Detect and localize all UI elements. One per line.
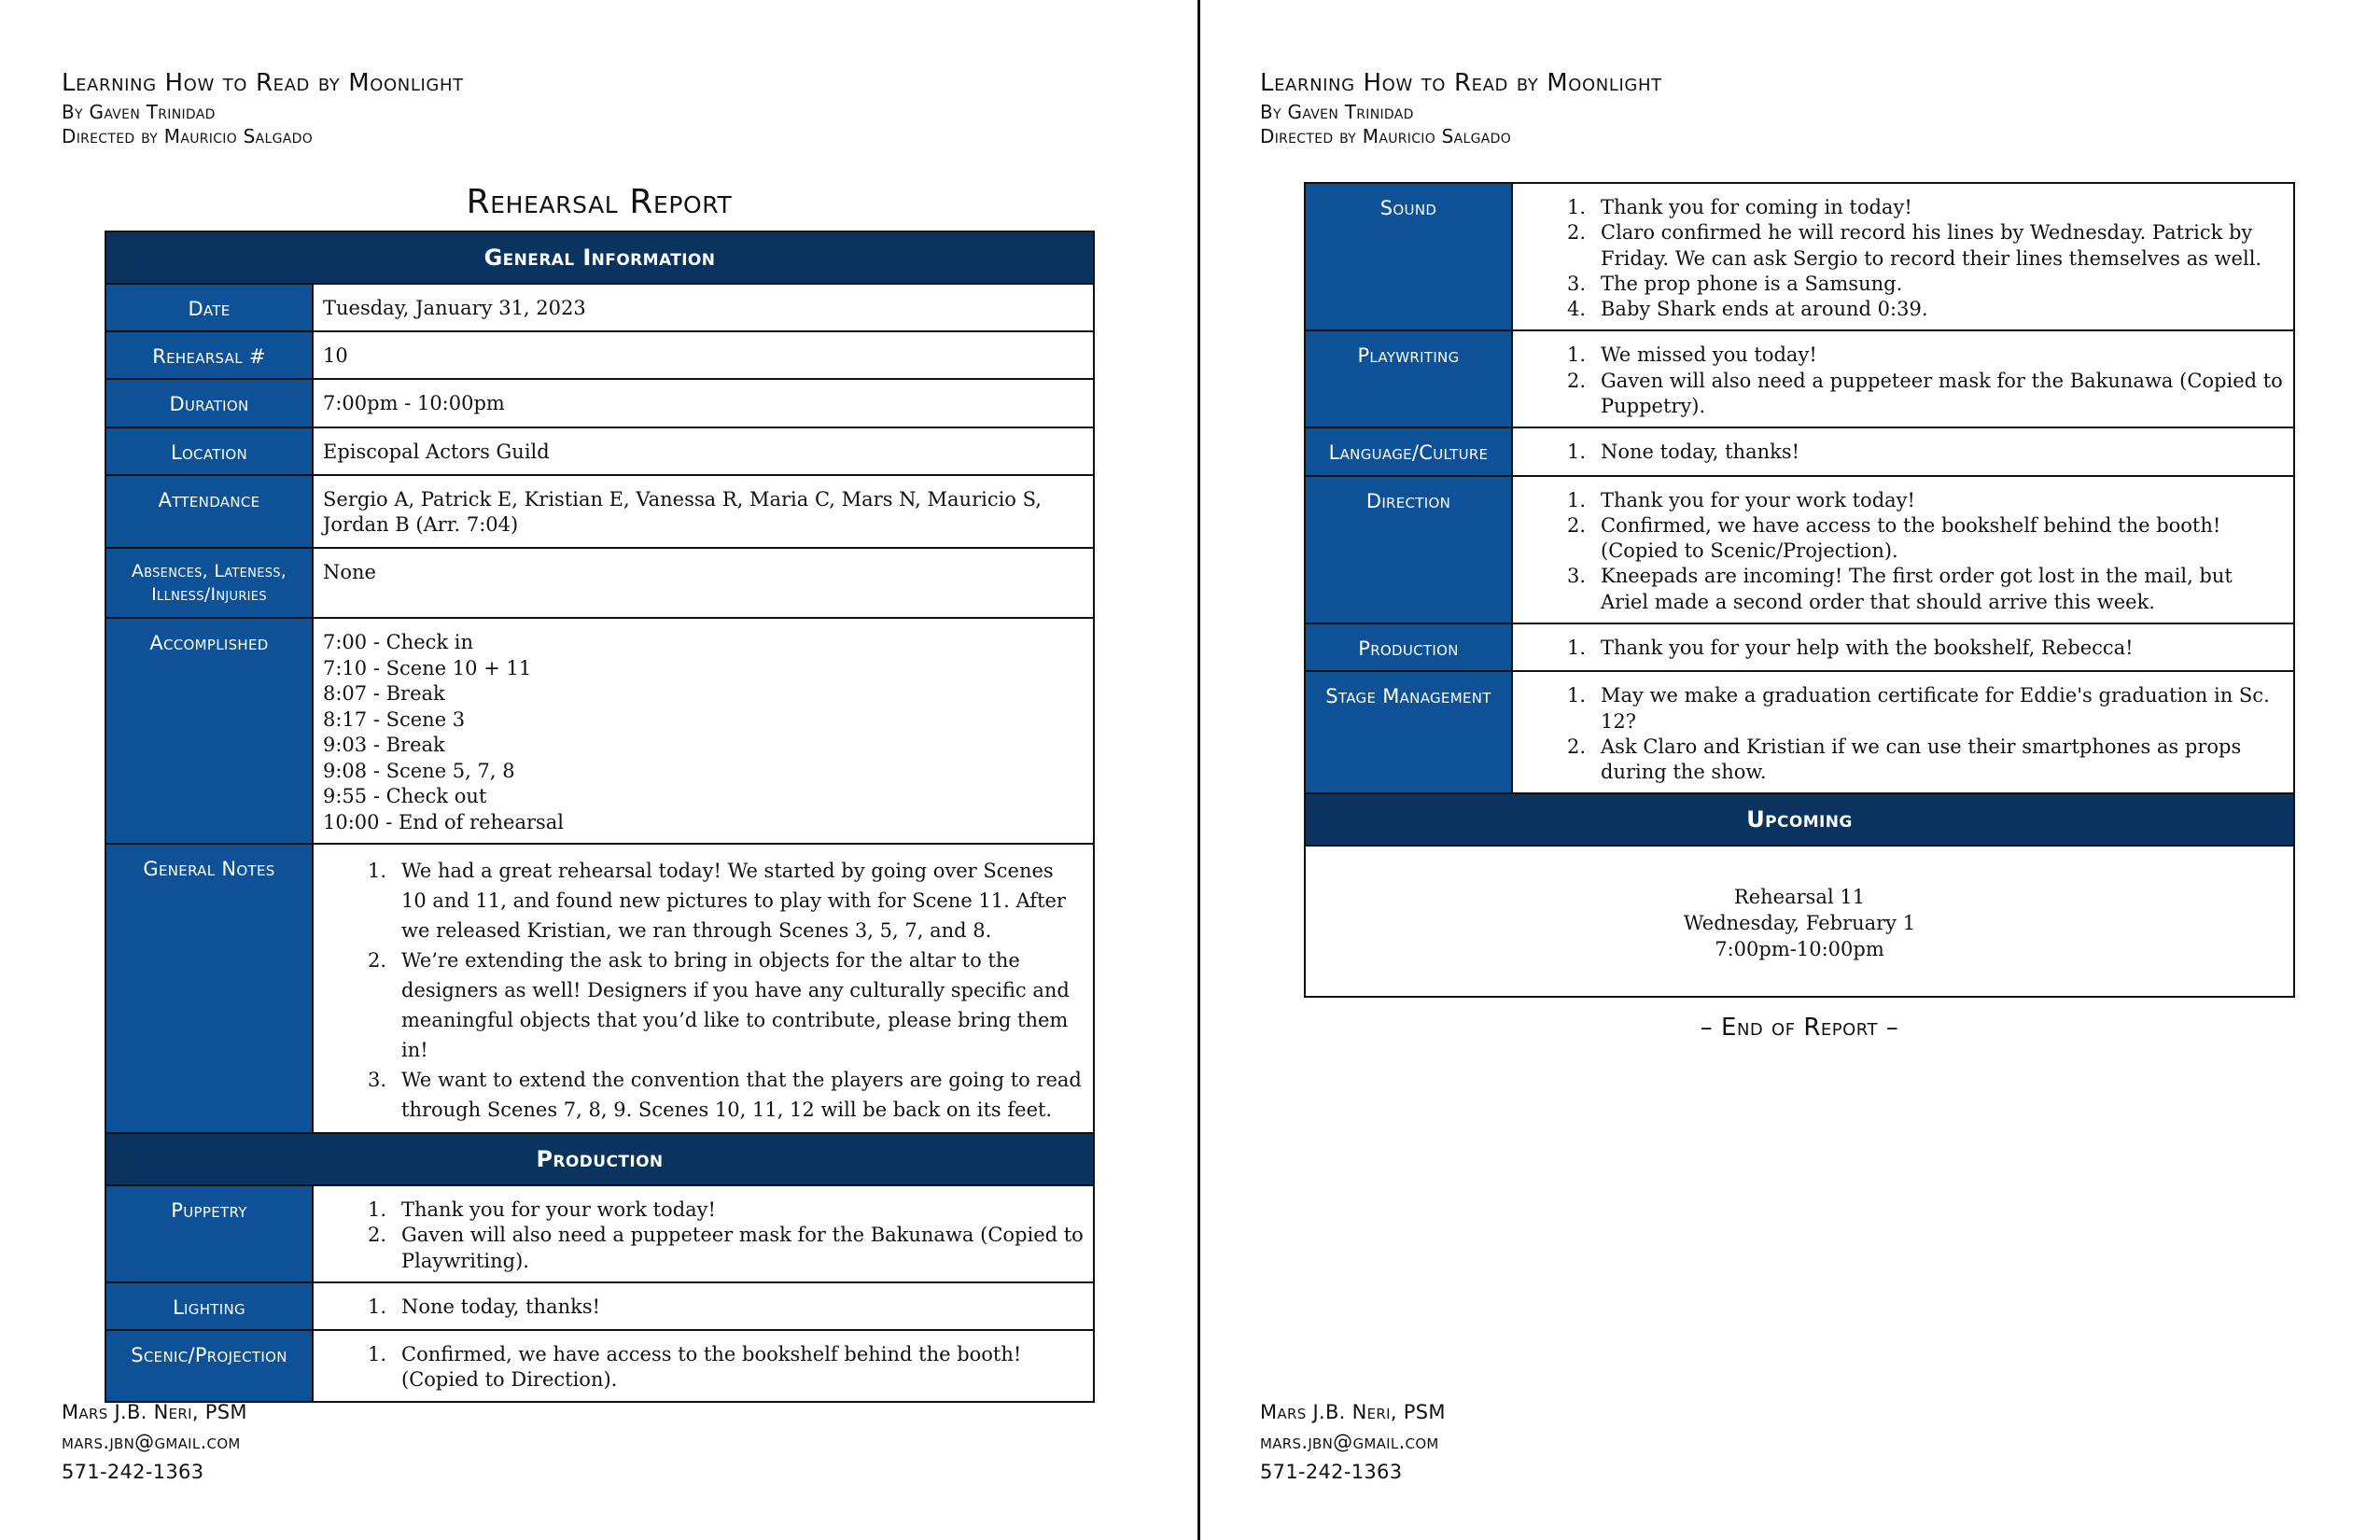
accomplished-item: 9:55 - Check out bbox=[323, 785, 487, 808]
director-line: Directed by Mauricio Salgado bbox=[1260, 125, 1512, 147]
accomplished-item: 8:17 - Scene 3 bbox=[323, 707, 466, 731]
language-culture-notes bbox=[1512, 427, 2294, 475]
list-item: 1. Thank you for your work today! bbox=[1566, 488, 1915, 511]
page-header bbox=[62, 71, 464, 151]
page-footer bbox=[1260, 1397, 1446, 1487]
date-label: Date bbox=[105, 284, 313, 331]
rehearsal-number-label: Rehearsal # bbox=[105, 331, 313, 379]
footer-email: mars.jbn@gmail.com bbox=[62, 1431, 241, 1453]
general-info-table bbox=[105, 231, 1095, 1403]
list-item: 2. We’re extending the ask to bring in objects for the altar to the designers as well! Designers if you have any culturally specific and meaningful objects that you’d like to contribute, please bring them in! bbox=[367, 949, 1070, 1062]
row-playwriting bbox=[1305, 330, 2294, 427]
accomplished-item: 9:08 - Scene 5, 7, 8 bbox=[323, 759, 515, 782]
play-title: Learning How to Read by Moonlight bbox=[62, 69, 464, 97]
row-attendance bbox=[105, 475, 1094, 548]
footer-name: Mars J.B. Neri, PSM bbox=[1260, 1401, 1446, 1423]
row-stage-management bbox=[1305, 671, 2294, 793]
page-header bbox=[1260, 71, 1662, 151]
rehearsal-number-value: 10 bbox=[313, 331, 1094, 379]
footer-email: mars.jbn@gmail.com bbox=[1260, 1431, 1439, 1453]
sound-label: Sound bbox=[1305, 183, 1512, 330]
list-item: 1. Thank you for your work today! bbox=[367, 1198, 716, 1222]
footer-phone: 571-242-1363 bbox=[62, 1461, 204, 1483]
list-item: 1. None today, thanks! bbox=[1566, 441, 1800, 464]
footer-name: Mars J.B. Neri, PSM bbox=[62, 1401, 247, 1423]
row-absences bbox=[105, 548, 1094, 618]
row-accomplished bbox=[105, 618, 1094, 844]
accomplished-item: 7:00 - Check in bbox=[323, 631, 474, 654]
list-item: 3. The prop phone is a Samsung. bbox=[1566, 272, 1903, 295]
direction-label: Direction bbox=[1305, 476, 1512, 623]
list-item: 1. Confirmed, we have access to the bookshelf behind the booth! (Copied to Direction). bbox=[367, 1343, 1022, 1392]
list-item: 4. Baby Shark ends at around 0:39. bbox=[1566, 298, 1928, 321]
report-title: Rehearsal Report bbox=[466, 183, 733, 221]
location-label: Location bbox=[105, 427, 313, 475]
row-sound bbox=[1305, 183, 2294, 330]
upcoming-time: 7:00pm-10:00pm bbox=[1715, 938, 1884, 961]
list-item: 1. Thank you for your help with the bookshelf, Rebecca! bbox=[1566, 637, 2134, 660]
row-language-culture bbox=[1305, 427, 2294, 475]
row-rehearsal-number bbox=[105, 331, 1094, 379]
general-notes-list bbox=[313, 844, 1094, 1133]
row-date bbox=[105, 284, 1094, 331]
scenic-projection-notes bbox=[313, 1330, 1094, 1402]
sound-notes bbox=[1512, 183, 2294, 330]
lighting-label: Lighting bbox=[105, 1282, 313, 1330]
playwriting-notes bbox=[1512, 330, 2294, 427]
production-dept-label: Production bbox=[1305, 623, 1512, 671]
row-duration bbox=[105, 379, 1094, 427]
upcoming-rehearsal: Rehearsal 11 bbox=[1733, 886, 1866, 909]
duration-label: Duration bbox=[105, 379, 313, 427]
play-title: Learning How to Read by Moonlight bbox=[1260, 69, 1662, 97]
row-puppetry bbox=[105, 1185, 1094, 1282]
accomplished-item: 9:03 - Break bbox=[323, 734, 445, 757]
report-page-2 bbox=[1204, 0, 2380, 1540]
end-of-report: – End of Report – bbox=[1700, 1014, 1899, 1042]
puppetry-label: Puppetry bbox=[105, 1185, 313, 1282]
language-culture-label: Language/Culture bbox=[1305, 427, 1512, 475]
director-line: Directed by Mauricio Salgado bbox=[62, 125, 314, 147]
list-item: 1. We missed you today! bbox=[1566, 343, 1817, 367]
direction-notes bbox=[1512, 476, 2294, 623]
production-notes-table bbox=[1304, 182, 2295, 998]
list-item: 3. We want to extend the convention that the players are going to read through Scenes 7, 8, 9. Scenes 10, 11, 12 will be back on its feet. bbox=[367, 1069, 1082, 1122]
page-footer bbox=[62, 1397, 247, 1487]
row-general-notes bbox=[105, 844, 1094, 1133]
section-production: Production bbox=[105, 1133, 1094, 1185]
general-notes-label: General Notes bbox=[105, 844, 313, 1133]
footer-phone: 571-242-1363 bbox=[1260, 1461, 1403, 1483]
date-value: Tuesday, January 31, 2023 bbox=[313, 284, 1094, 331]
section-general-information: General Information bbox=[105, 231, 1094, 284]
production-dept-notes bbox=[1512, 623, 2294, 671]
stage-management-notes bbox=[1512, 671, 2294, 793]
row-direction bbox=[1305, 476, 2294, 623]
list-item: 1. None today, thanks! bbox=[367, 1295, 601, 1318]
absences-value: None bbox=[313, 548, 1094, 618]
scenic-projection-label: Scenic/Projection bbox=[105, 1330, 313, 1402]
lighting-notes bbox=[313, 1282, 1094, 1330]
upcoming-details bbox=[1305, 846, 2294, 997]
accomplished-item: 8:07 - Break bbox=[323, 682, 445, 706]
location-value: Episcopal Actors Guild bbox=[313, 427, 1094, 475]
duration-value: 7:00pm - 10:00pm bbox=[313, 379, 1094, 427]
row-lighting bbox=[105, 1282, 1094, 1330]
puppetry-notes bbox=[313, 1185, 1094, 1282]
row-location bbox=[105, 427, 1094, 475]
list-item: 1. Thank you for coming in today! bbox=[1566, 196, 1912, 218]
list-item: 2. Ask Claro and Kristian if we can use their smartphones as props during the show. bbox=[1566, 735, 2242, 784]
accomplished-item: 7:10 - Scene 10 + 11 bbox=[323, 656, 532, 679]
list-item: 2. Gaven will also need a puppeteer mask for the Bakunawa (Copied to Puppetry). bbox=[1566, 369, 2283, 418]
absences-label: Absences, Lateness, Illness/Injuries bbox=[105, 548, 313, 618]
list-item: 2. Claro confirmed he will record his lines by Wednesday. Patrick by Friday. We can ask Sergio to record their lines themselves as well. bbox=[1566, 221, 2262, 270]
accomplished-label: Accomplished bbox=[105, 618, 313, 844]
upcoming-date: Wednesday, February 1 bbox=[1683, 912, 1916, 935]
stage-management-label: Stage Management bbox=[1305, 671, 1512, 793]
playwright-byline: By Gaven Trinidad bbox=[1260, 101, 1414, 123]
playwriting-label: Playwriting bbox=[1305, 330, 1512, 427]
row-production-dept bbox=[1305, 623, 2294, 671]
list-item: 1. We had a great rehearsal today! We started by going over Scenes 10 and 11, and found new pictures to play with for Scene 11. After we released Kristian, we ran through Scenes 3, 5, 7, and 8. bbox=[367, 860, 1066, 943]
row-scenic-projection bbox=[105, 1330, 1094, 1402]
attendance-label: Attendance bbox=[105, 475, 313, 548]
attendance-value: Sergio A, Patrick E, Kristian E, Vanessa R, Maria C, Mars N, Mauricio S, Jordan B (Arr. 7:04) bbox=[313, 475, 1094, 548]
list-item: 3. Kneepads are incoming! The first order got lost in the mail, but Ariel made a second order that should arrive this week. bbox=[1566, 565, 2233, 613]
playwright-byline: By Gaven Trinidad bbox=[62, 101, 216, 123]
accomplished-item: 10:00 - End of rehearsal bbox=[323, 810, 565, 833]
list-item: 1. May we make a graduation certificate for Eddie's graduation in Sc. 12? bbox=[1566, 684, 2270, 733]
accomplished-list bbox=[313, 618, 1094, 844]
list-item: 2. Gaven will also need a puppeteer mask for the Bakunawa (Copied to Playwriting). bbox=[367, 1224, 1084, 1272]
list-item: 2. Confirmed, we have access to the bookshelf behind the booth! (Copied to Scenic/Projection). bbox=[1566, 513, 2221, 563]
section-upcoming: Upcoming bbox=[1305, 793, 2294, 846]
